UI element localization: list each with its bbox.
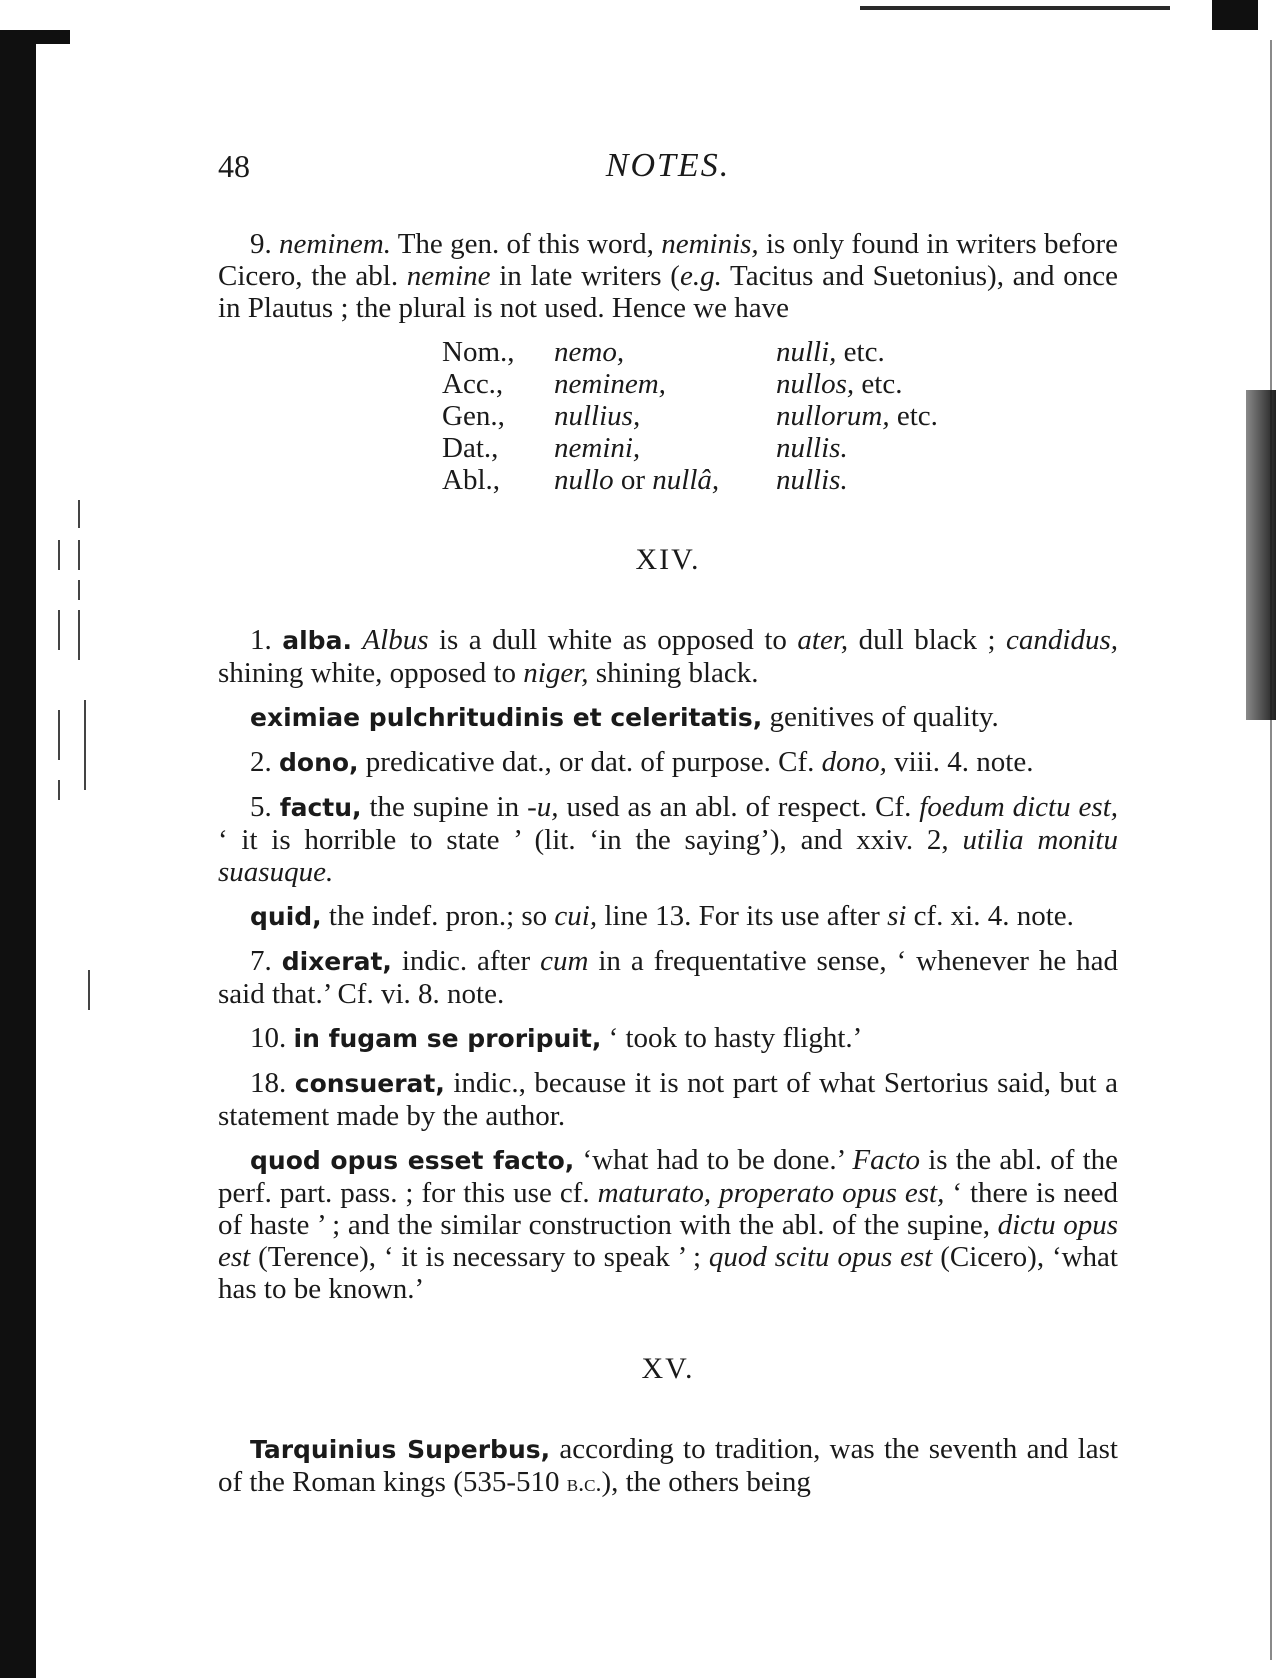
running-head [218,147,1118,190]
page-number: 48 [218,148,250,184]
scan-top-edge [860,6,1170,10]
table-row: Nom., nemo, nulli, etc. [442,336,885,368]
scan-left-edge [0,30,36,1678]
running-title: NOTES. [605,147,731,184]
section-heading-xv: XV. [641,1352,695,1385]
note-10-in-fugam: 10. in fugam se proripuit, ‘ took to hasty flight.’ [250,1022,863,1054]
table-row: Abl., nullo or nullâ, nullis. [442,464,848,496]
scan-left-corner [0,30,70,44]
margin-marks [48,500,98,1100]
scan-right-rule [1270,40,1272,1660]
note-eximiae: eximiae pulchritudinis et celeritatis, genitives of quality. [250,701,999,733]
declension-table [442,336,938,496]
note-5-factu: 5. factu, the supine in -u, used as an abl. of respect. Cf. foedum dictu est, ‘ it is horrible to state ’ (lit. ‘in the saying’), and xxiv. 2, utilia monitu suasuque. [218,791,1119,888]
note-18-consuerat: 18. consuerat, indic., because it is not part of what Sertorius said, but a statement made by the author. [218,1067,1118,1132]
table-row: Acc., neminem, nullos, etc. [442,368,903,400]
table-row: Gen., nullius, nullorum, etc. [442,400,938,432]
note-7-dixerat: 7. dixerat, indic. after cum in a frequentative sense, ‘ whenever he had said that.’ Cf. vi. 8. note. [218,945,1118,1010]
note-1-alba: 1. alba. Albus is a dull white as opposed to ater, dull black ; candidus, shining white, opposed to niger, shining black. [218,624,1119,689]
note-9-neminem: 9. neminem. The gen. of this word, neminis, is only found in writers before Cicero, the abl. nemine in late writers (e.g. Tacitus and Suetonius), and once in Plautus ; the plural is not used. Hence we have [218,228,1119,324]
table-row: Dat., nemini, nullis. [442,432,848,464]
note-2-dono: 2. dono, predicative dat., or dat. of purpose. Cf. dono, viii. 4. note. [250,746,1034,778]
scan-right-corner [1212,0,1258,30]
scan-right-shadow [1246,390,1276,720]
book-page [218,147,1119,1512]
note-quod-opus: quod opus esset facto, ‘what had to be done.’ Facto is the abl. of the perf. part. pass. ; for this use cf. maturato, properato opus est, ‘ there is need of haste ’ ; and the similar construction with the abl. of the supine, dictu opus est (Terence), ‘ it is necessary to speak ’ ; quod scitu opus est (Cicero), ‘what has to be known.’ [218,1144,1118,1305]
section-heading-xiv: XIV. [635,543,701,576]
note-tarquinius: Tarquinius Superbus, according to tradition, was the seventh and last of the Roman kings (535-510 b.c.), the others being [218,1433,1118,1498]
note-quid: quid, the indef. pron.; so cui, line 13. For its use after si cf. xi. 4. note. [250,900,1074,932]
